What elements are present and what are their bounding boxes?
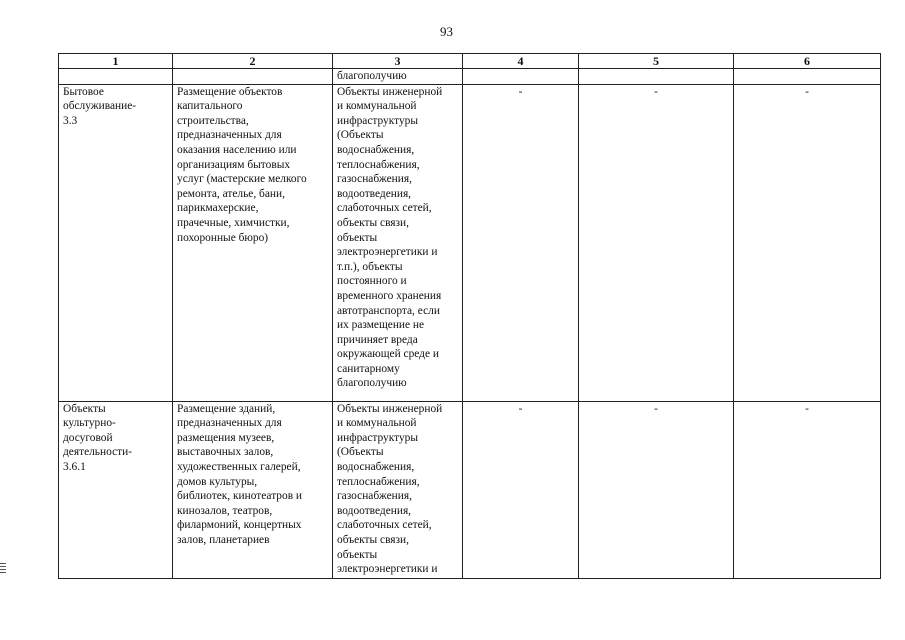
table-cell-col5: - <box>579 84 734 401</box>
column-header-1: 1 <box>59 54 173 69</box>
table-cell <box>579 69 734 85</box>
column-header-2: 2 <box>173 54 333 69</box>
table-cell <box>333 69 463 85</box>
use-description: Размещение объектов капитального строительства, предназначенных для оказания населению или организациям бытовых услуг (мастерские мелкого ремонта, ателье, бани, парикмахерские, прачечные, химчистки, похоронные бюро) <box>177 85 307 244</box>
column-header-4: 4 <box>463 54 579 69</box>
table-cell-col6: - <box>734 401 881 578</box>
table-cell-col5: - <box>579 401 734 578</box>
page-number: 93 <box>440 24 453 39</box>
table-row <box>59 84 881 401</box>
table-cell-description <box>173 401 333 578</box>
table-cell-col4: - <box>463 84 579 401</box>
use-type-name: Объекты культурно- досуговой деятельности- 3.6.1 <box>63 402 133 473</box>
table-cell-col4: - <box>463 401 579 578</box>
use-description: Размещение зданий, предназначенных для размещения музеев, выставочных залов, художественных галерей, домов культуры, библиотек, кинотеатров и кинозалов, театров, филармоний, концертных залов, планетариев <box>177 402 303 546</box>
table-cell-name <box>59 84 173 401</box>
land-use-table <box>58 53 881 579</box>
use-type-name: Бытовое обслуживание- 3.3 <box>63 85 137 127</box>
table-row-continuation <box>59 69 881 85</box>
column-header-3: 3 <box>333 54 463 69</box>
column-header-6: 6 <box>734 54 881 69</box>
table-header-row <box>59 54 881 69</box>
table-cell-name <box>59 401 173 578</box>
auxiliary-uses: Объекты инженерной и коммунальной инфраструктуры (Объекты водоснабжения, теплоснабжения, газоснабжения, водоотведения, слаботочных сетей, объекты связи, объекты электроэнергетики и т.п.), объекты постоянного и временного хранения автотранспорта, если их размещение не причиняет вреда окружающей среде и санитарному благополучию <box>337 85 443 390</box>
table-cell-aux <box>333 84 463 401</box>
table-cell <box>59 69 173 85</box>
table-cell-aux <box>333 401 463 578</box>
table-cell <box>734 69 881 85</box>
auxiliary-uses: Объекты инженерной и коммунальной инфраструктуры (Объекты водоснабжения, теплоснабжения, газоснабжения, водоотведения, слаботочных сетей, объекты связи, объекты электроэнергетики и <box>337 402 443 576</box>
column-header-5: 5 <box>579 54 734 69</box>
scan-edge-mark <box>0 563 6 577</box>
table-cell-description <box>173 84 333 401</box>
table-row <box>59 401 881 578</box>
table-cell-col6: - <box>734 84 881 401</box>
continuation-text: благополучию <box>337 70 407 82</box>
table-cell <box>173 69 333 85</box>
table-cell <box>463 69 579 85</box>
